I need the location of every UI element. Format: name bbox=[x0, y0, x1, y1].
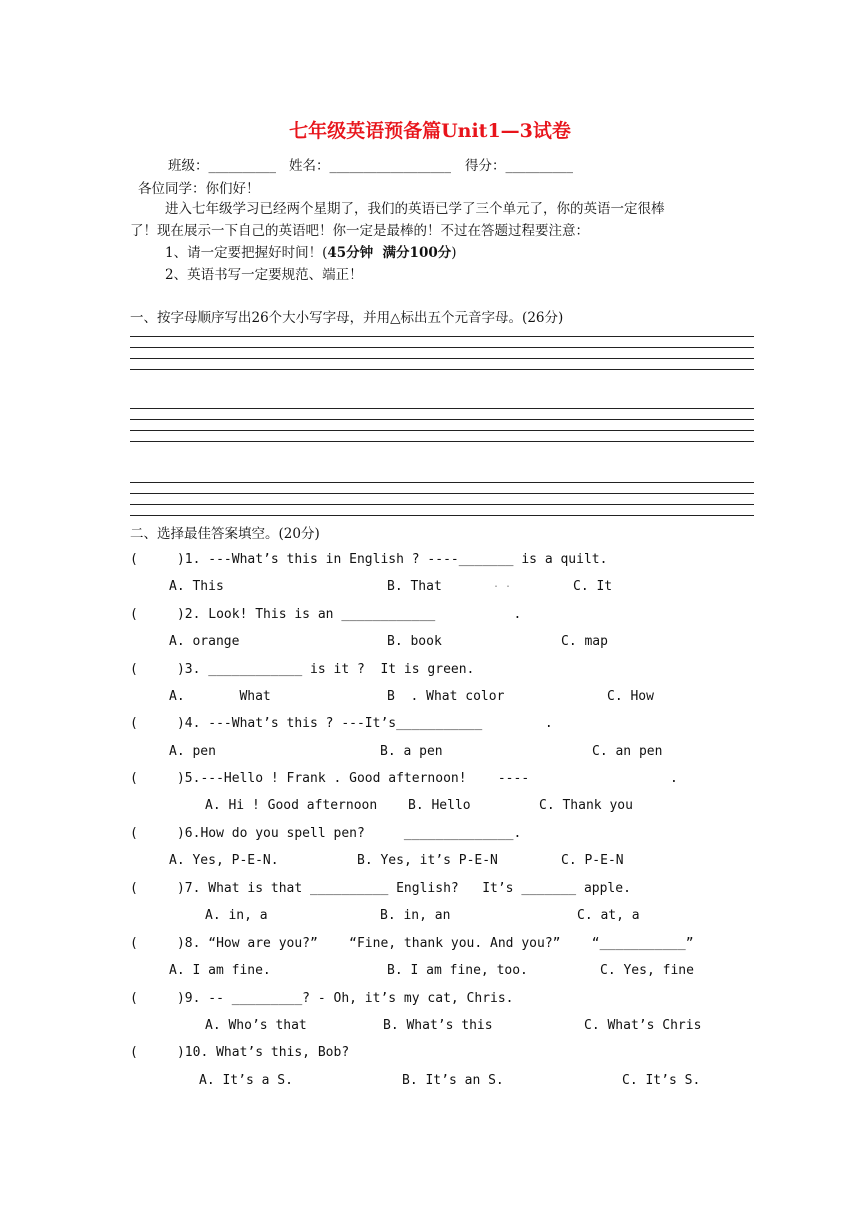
writing-line bbox=[130, 515, 754, 516]
option-b: B. a pen bbox=[380, 744, 443, 759]
note-time bbox=[165, 241, 457, 261]
option-a: A. It’s a S. bbox=[199, 1073, 293, 1088]
writing-line bbox=[130, 336, 754, 337]
class-field: 班级：__________ bbox=[168, 158, 276, 174]
note-time-prefix: 1、请一定要把握好时间！( bbox=[165, 245, 328, 261]
option-a: A. in, a bbox=[205, 908, 268, 923]
option-b: B. That bbox=[387, 579, 442, 594]
option-a: A. Hi ! Good afternoon bbox=[205, 798, 378, 813]
intro-paragraph-line2: 了！现在展示一下自己的英语吧！你一定是最棒的！不过在答题过程要注意： bbox=[130, 223, 589, 239]
writing-line bbox=[130, 358, 754, 359]
option-c: C. at, a bbox=[577, 908, 640, 923]
stray-dots: . . bbox=[493, 579, 512, 590]
option-a: A. pen bbox=[169, 744, 216, 759]
option-b: B. book bbox=[387, 634, 442, 649]
option-a: A. Yes, P-E-N. bbox=[169, 853, 279, 868]
writing-line bbox=[130, 441, 754, 442]
option-c: C. It bbox=[573, 579, 613, 594]
writing-line bbox=[130, 408, 754, 409]
option-b: B . What color bbox=[387, 689, 505, 704]
option-c: C. an pen bbox=[592, 744, 663, 759]
writing-line bbox=[130, 347, 754, 348]
option-a: A. This bbox=[169, 579, 224, 594]
option-c: C. It’s S. bbox=[622, 1073, 701, 1088]
question-stem: ( )1. ---What’s this in English ? ----_______ is a quilt. bbox=[130, 552, 608, 567]
option-a: A. I am fine. bbox=[169, 963, 271, 978]
question-stem: ( )5.---Hello ! Frank . Good afternoon! ---- . bbox=[130, 771, 678, 786]
option-a: A. What bbox=[169, 689, 271, 704]
section2-heading: 二、选择最佳答案填空。(20分) bbox=[130, 526, 320, 542]
option-b: B. I am fine, too. bbox=[387, 963, 528, 978]
option-a: A. orange bbox=[169, 634, 240, 649]
writing-line bbox=[130, 430, 754, 431]
question-stem: ( )6.How do you spell pen? ______________. bbox=[130, 826, 522, 841]
question-stem: ( )10. What’s this, Bob? bbox=[130, 1045, 350, 1060]
option-b: B. in, an bbox=[380, 908, 451, 923]
writing-line bbox=[130, 504, 754, 505]
note-writing: 2、英语书写一定要规范、端正！ bbox=[165, 267, 363, 283]
question-stem: ( )3. ____________ is it ? It is green. bbox=[130, 662, 475, 677]
section1-heading: 一、按字母顺序写出26个大小写字母，并用△标出五个元音字母。(26分) bbox=[130, 310, 564, 326]
option-a: A. Who’s that bbox=[205, 1018, 307, 1033]
greeting: 各位同学：你们好！ bbox=[138, 181, 260, 197]
score-field: 得分：__________ bbox=[465, 158, 573, 174]
note-time-bold: 45分钟 满分100分 bbox=[327, 245, 452, 261]
option-c: C. P-E-N bbox=[561, 853, 624, 868]
question-stem: ( )2. Look! This is an ____________ . bbox=[130, 607, 522, 622]
option-c: C. How bbox=[607, 689, 654, 704]
option-b: B. Yes, it’s P-E-N bbox=[357, 853, 498, 868]
option-c: C. map bbox=[561, 634, 608, 649]
option-b: B. It’s an S. bbox=[402, 1073, 504, 1088]
option-c: C. Yes, fine bbox=[600, 963, 694, 978]
option-c: C. What’s Chris bbox=[584, 1018, 702, 1033]
intro-paragraph-line1: 进入七年级学习已经两个星期了，我们的英语已学了三个单元了，你的英语一定很棒 bbox=[165, 201, 665, 217]
question-stem: ( )8. “How are you?” “Fine, thank you. And you?” “___________” bbox=[130, 936, 694, 951]
writing-line bbox=[130, 493, 754, 494]
question-stem: ( )9. -- _________? - Oh, it’s my cat, Chris. bbox=[130, 991, 514, 1006]
writing-line bbox=[130, 369, 754, 370]
writing-line bbox=[130, 419, 754, 420]
option-c: C. Thank you bbox=[539, 798, 633, 813]
option-b: B. What’s this bbox=[383, 1018, 493, 1033]
name-field: 姓名：__________________ bbox=[289, 158, 451, 174]
writing-line bbox=[130, 482, 754, 483]
option-b: B. Hello bbox=[408, 798, 471, 813]
page-title: 七年级英语预备篇Unit1—3试卷 bbox=[289, 120, 571, 142]
question-stem: ( )7. What is that __________ English? It’s _______ apple. bbox=[130, 881, 631, 896]
note-time-suffix: ) bbox=[451, 245, 457, 261]
question-stem: ( )4. ---What’s this ? ---It’s___________ . bbox=[130, 716, 553, 731]
